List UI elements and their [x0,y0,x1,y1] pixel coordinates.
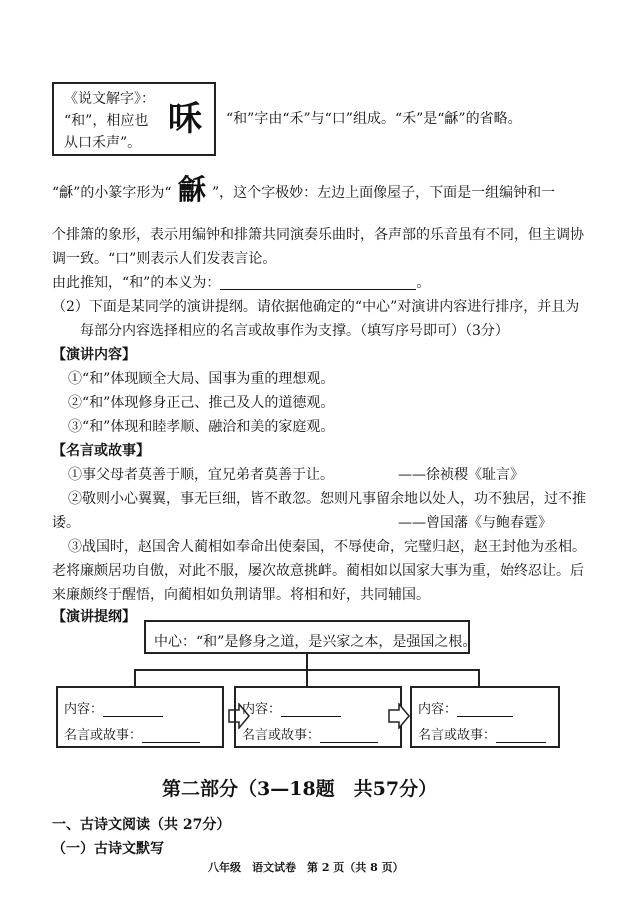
question2-line2: 每部分内容选择相应的名言或故事作为支撑。（填写序号即可）（3分） [80,323,509,339]
seal-he-full-glyph: 龢 [178,173,207,206]
inference-suffix: 。 [416,275,431,291]
quotes-heading: 【名言或故事】 [52,443,150,459]
box-3-content: 内容： [418,698,513,717]
box-3-content-blank[interactable] [457,704,513,717]
para-line3: 调一致。“口”则表示人们发表言论。 [52,251,277,267]
box-3-quote: 名言或故事： [418,724,546,743]
inference-prefix: 由此推知，“和”的本义为： [52,275,221,291]
outline-box-2 [234,686,402,748]
connector-right [478,669,480,686]
box-1-quote: 名言或故事： [64,724,200,743]
shuowen-box [52,82,216,156]
section1-heading: 一、古诗文阅读（共 27分） [52,817,231,833]
part2-title: 第二部分（3—18题 共57分） [162,778,438,800]
quote-3-line3: 来廉颇终于醒悟，向蔺相如负荆请罪。将相和好，共同辅国。 [52,587,430,603]
quote-1-text: ①事父母者莫善于顺，宜兄弟者莫善于让。 [68,467,334,483]
para-line2: 个排箫的象形，表示用编钟和排箫共同演奏乐曲时，各声部的乐音虽有不同，但主调协 [52,227,584,243]
page-footer: 八年级 语文试卷 第 2 页（共 8 页） [208,861,404,874]
quote-2-source: ——曾国藩《与鲍春霆》 [398,515,552,531]
box-2-quote: 名言或故事： [242,724,378,743]
section1-sub-heading: （一）古诗文默写 [52,841,164,857]
box-2-content-blank[interactable] [281,704,341,717]
intro-line: “和”字由“禾”与“口”组成。“禾”是“龢”的省略。 [226,111,522,127]
quote-3-line1: ③战国时，赵国舍人蔺相如奉命出使秦国，不辱使命，完璧归赵，赵王封他为丞相。 [68,539,586,555]
outline-box-1 [56,686,224,748]
quote-3-line2: 老将廉颇居功自傲，对此不服，屡次故意挑衅。蔺相如以国家大事为重，始终忍让。后 [52,563,584,579]
box-1-quote-blank[interactable] [142,730,200,743]
inference-blank[interactable] [220,277,416,290]
outline-heading: 【演讲提纲】 [52,609,136,625]
inference-line [52,276,430,290]
connector-middle [306,669,308,686]
quote-2-line1: ②敬则小心翼翼，事无巨细，皆不敢忽。恕则凡事留余地以处人，功不独居，过不推 [68,491,586,507]
outline-center-text: 中心：“和”是修身之道，是兴家之本，是强国之根。 [154,634,477,650]
box-1-content: 内容： [64,698,163,717]
box-2-quote-blank[interactable] [320,730,378,743]
quote-2-line2: 诿。 [52,515,80,531]
connector-left [134,669,136,686]
shuowen-title: 《说文解字》： [64,91,155,107]
question2-line1: （2）下面是某同学的演讲提纲。请依据他确定的“中心”对演讲内容进行排序，并且为 [52,299,580,315]
he-desc-suffix: ”，这个字极妙：左边上面像屋子，下面是一组编钟和一 [212,185,556,201]
outline-box-3 [410,686,560,748]
box-3-quote-blank[interactable] [496,730,546,743]
shuowen-line3: 从口禾声”。 [64,135,142,151]
he-desc-prefix: “龢”的小篆字形为“ [52,185,172,201]
connector-vertical-main [306,654,308,670]
shuowen-line2: “和”，相应也 [64,113,149,129]
speech-item-2: ②“和”体现修身正己、推己及人的道德观。 [68,395,335,411]
quote-1-source: ——徐祯稷《耻言》 [398,467,524,483]
speech-item-3: ③“和”体现和睦孝顺、融洽和美的家庭观。 [68,419,335,435]
seal-he-glyph: 咊 [168,99,200,139]
speech-item-1: ①“和”体现顾全大局、国事为重的理想观。 [68,371,335,387]
outline-center-box [144,620,477,654]
box-1-content-blank[interactable] [103,704,163,717]
arrow-right-icon [388,703,410,729]
speech-content-heading: 【演讲内容】 [52,347,136,363]
box-2-content: 内容： [242,698,341,717]
